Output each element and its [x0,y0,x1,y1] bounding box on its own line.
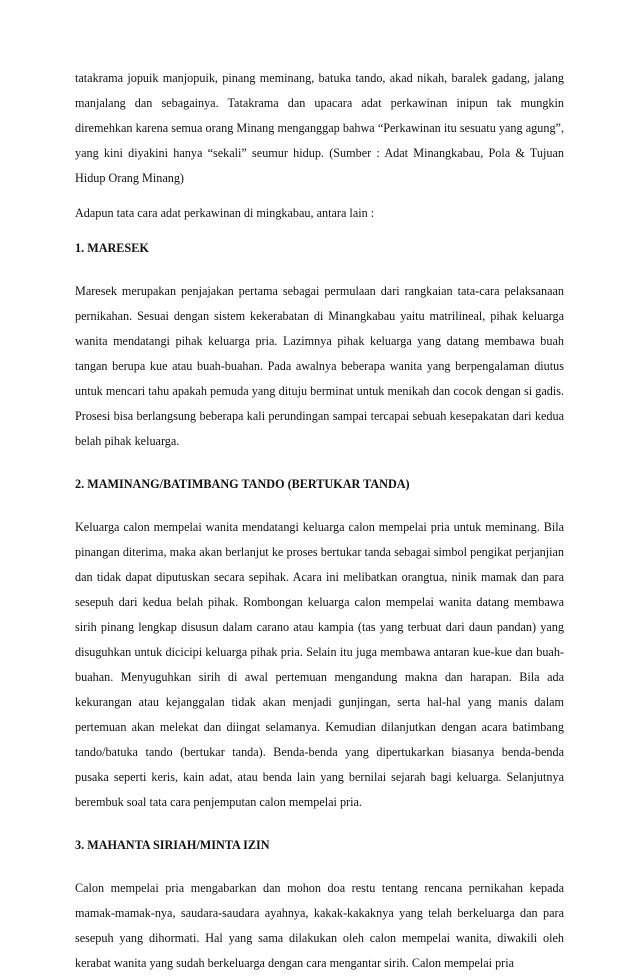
section-heading-maminang: 2. MAMINANG/BATIMBANG TANDO (BERTUKAR TANDA) [75,477,410,491]
section-heading-mahanta-siriah: 3. MAHANTA SIRIAH/MINTA IZIN [75,838,270,852]
section-body-maminang: Keluarga calon mempelai wanita mendatangi keluarga calon mempelai pria untuk meminang. Bila pinangan diterima, maka akan berlanjut ke proses bertukar tanda sebagai simbol pengikat perjanjian dan tidak dapat diputuskan secara sepihak. Acara ini melibatkan orangtua, ninik mamak dan para sesepuh dari kedua belah pihak. Rombongan keluarga calon mempelai wanita datang membawa sirih pinang lengkap disusun dalam carano atau kampia (tas yang terbuat dari daun pandan) yang disuguhkan untuk dicicipi keluarga pihak pria. Selain itu juga membawa antaran kue-kue dan buah-buahan. Menyuguhkan sirih di awal pertemuan mengandung makna dan harapan. Bila ada kekurangan atau kejanggalan tidak akan menjadi gunjingan, serta hal-hal yang manis dalam pertemuan akan melekat dan diingat selamanya. Kemudian dilanjutkan dengan acara batimbang tando/batuka tando (bertukar tanda). Benda-benda yang dipertukarkan biasanya benda-benda pusaka seperti keris, kain adat, atau benda lain yang bernilai sejarah bagi keluarga. Selanjutnya berembuk soal tata cara penjemputan calon mempelai pria. [75,520,564,809]
intro-paragraph: tatakrama jopuik manjopuik, pinang meminang, batuka tando, akad nikah, baralek gadang, jalang manjalang dan sebagainya. Tatakrama dan upacara adat perkawinan inipun tak mungkin diremehkan karena semua orang Minang menganggap bahwa “Perkawinan itu sesuatu yang agung”, yang kini diyakini hanya “sekali” seumur hidup. (Sumber : Adat Minangkabau, Pola & Tujuan Hidup Orang Minang) [75,71,564,185]
lead-in-text: Adapun tata cara adat perkawinan di mingkabau, antara lain : [75,206,375,220]
section-body-maresek: Maresek merupakan penjajakan pertama sebagai permulaan dari rangkaian tata-cara pelaksanaan pernikahan. Sesuai dengan sistem kekerabatan di Minangkabau yaitu matrilineal, pihak keluarga wanita mendatangi pihak keluarga pria. Lazimnya pihak keluarga yang datang membawa buah tangan berupa kue atau buah-buahan. Pada awalnya beberapa wanita yang berpengalaman diutus untuk mencari tahu apakah pemuda yang dituju berminat untuk menikah dan cocok dengan si gadis. Prosesi bisa berlangsung beberapa kali perundingan sampai tercapai sebuah kesepakatan dari kedua belah pihak keluarga. [75,284,564,448]
section-heading-maresek: 1. MARESEK [75,241,149,255]
section-body-mahanta-siriah: Calon mempelai pria mengabarkan dan mohon doa restu tentang rencana pernikahan kepada mamak-mamak-nya, saudara-saudara ayahnya, kakak-kakaknya yang telah berkeluarga dan para sesepuh yang dihormati. Hal yang sama dilakukan oleh calon mempelai wanita, diwakili oleh kerabat wanita yang sudah berkeluarga dengan cara mengantar sirih. Calon mempelai pria [75,881,564,970]
document-page [75,66,564,976]
